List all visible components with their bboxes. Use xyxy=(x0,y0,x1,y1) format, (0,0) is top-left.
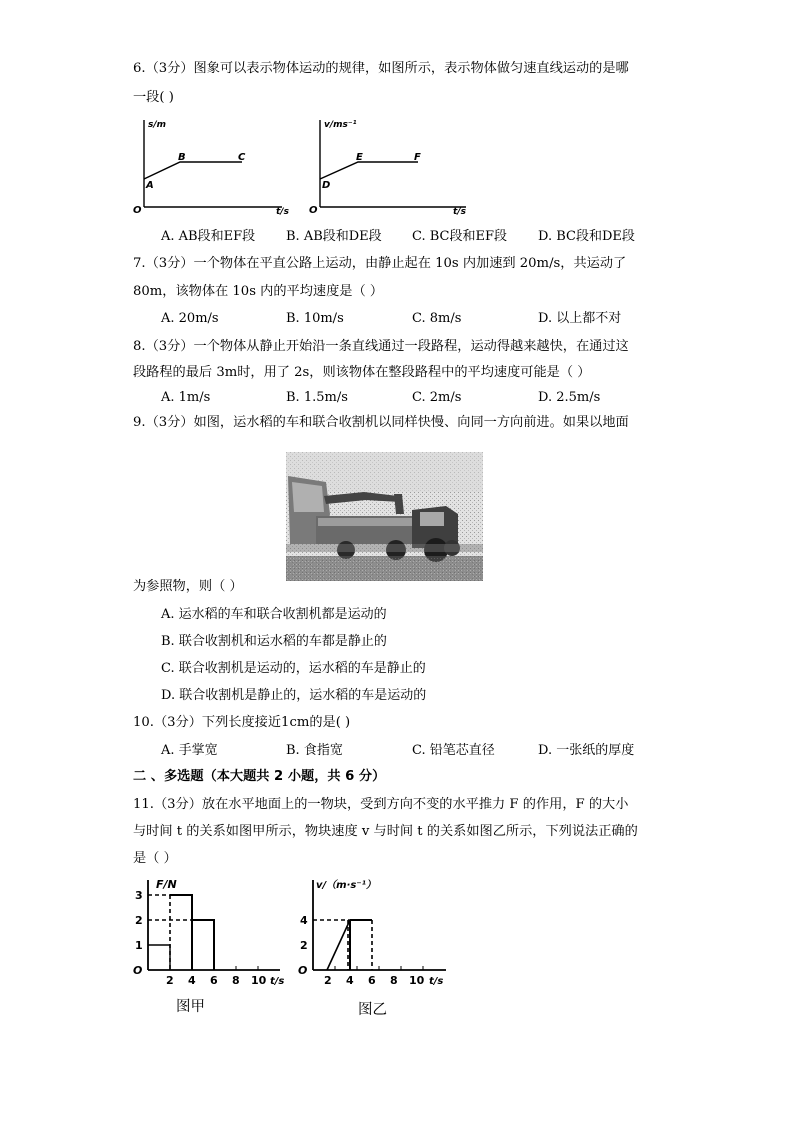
harvester-truck-photo xyxy=(286,452,483,581)
q6-point-f: F xyxy=(414,152,421,163)
q11-stem-line2: 与时间 t 的关系如图甲所示，物块速度 v 与时间 t 的关系如图乙所示，下列说法正确的 xyxy=(133,824,638,839)
q6-s-origin: O xyxy=(133,205,142,216)
section-2-title: 二 、多选题（本大题共 2 小题，共 6 分） xyxy=(133,769,386,784)
fig-yi-xtick-8: 8 xyxy=(390,974,398,987)
q10-option-a[interactable]: A. 手掌宽 xyxy=(161,743,218,758)
q6-v-t-graph xyxy=(306,116,476,216)
q6-option-d[interactable]: D. BC段和DE段 xyxy=(538,229,635,244)
fig-jia-xtick-2: 2 xyxy=(166,974,174,987)
fig-yi-xtick-10: 10 xyxy=(409,974,425,987)
q6-point-d: D xyxy=(322,180,331,191)
fig-jia-ylabel: F/N xyxy=(156,878,177,891)
q10-stem: 10.（3分）下列长度接近1cm的是( ) xyxy=(133,715,351,730)
fig-jia-ytick-3: 3 xyxy=(135,889,143,902)
q6-stem-line2: 一段( ) xyxy=(133,90,174,105)
q9-option-d[interactable]: D. 联合收割机是静止的，运水稻的车是运动的 xyxy=(161,688,427,703)
fig-yi-xtick-2: 2 xyxy=(324,974,332,987)
q7-option-c[interactable]: C. 8m/s xyxy=(412,311,462,326)
fig-jia-xtick-10: 10 xyxy=(251,974,267,987)
fig-jia-xtick-4: 4 xyxy=(188,974,196,987)
q8-stem-line2: 段路程的最后 3m时，用了 2s，则该物体在整段路程中的平均速度可能是（ ） xyxy=(133,365,591,380)
q9-option-c[interactable]: C. 联合收割机是运动的，运水稻的车是静止的 xyxy=(161,661,426,676)
q6-v-ylabel: v/ms⁻¹ xyxy=(324,120,357,130)
fig-yi-origin: O xyxy=(298,964,308,977)
fig-jia-xtick-6: 6 xyxy=(210,974,218,987)
q7-option-a[interactable]: A. 20m/s xyxy=(161,311,219,326)
fig-yi-v-t-graph xyxy=(296,876,456,988)
q7-option-b[interactable]: B. 10m/s xyxy=(286,311,344,326)
q8-stem-line1: 8.（3分）一个物体从静止开始沿一条直线通过一段路程，运动得越来越快，在通过这 xyxy=(133,339,629,354)
q6-v-xlabel: t/s xyxy=(453,207,466,217)
fig-yi-caption: 图乙 xyxy=(358,1002,387,1018)
q6-point-e: E xyxy=(356,152,363,163)
fig-yi-xlabel: t/s xyxy=(429,976,444,987)
q6-s-xlabel: t/s xyxy=(276,207,289,217)
q9-option-a[interactable]: A. 运水稻的车和联合收割机都是运动的 xyxy=(161,607,387,622)
q6-point-a: A xyxy=(146,180,154,191)
q11-stem-line3: 是（ ） xyxy=(133,851,177,866)
q7-option-d[interactable]: D. 以上都不对 xyxy=(538,311,622,326)
q8-option-a[interactable]: A. 1m/s xyxy=(161,390,211,405)
q10-option-d[interactable]: D. 一张纸的厚度 xyxy=(538,743,635,758)
q10-option-b[interactable]: B. 食指宽 xyxy=(286,743,343,758)
q6-point-b: B xyxy=(178,152,186,163)
q6-stem-line1: 6.（3分）图象可以表示物体运动的规律，如图所示，表示物体做匀速直线运动的是哪 xyxy=(133,61,629,76)
q9-option-b[interactable]: B. 联合收割机和运水稻的车都是静止的 xyxy=(161,634,387,649)
q9-stem-line2: 为参照物，则（ ） xyxy=(133,579,243,594)
fig-jia-xlabel: t/s xyxy=(270,976,285,987)
q6-s-t-graph xyxy=(130,116,290,216)
q8-option-b[interactable]: B. 1.5m/s xyxy=(286,390,348,405)
fig-yi-xtick-4: 4 xyxy=(346,974,354,987)
q6-option-b[interactable]: B. AB段和DE段 xyxy=(286,229,382,244)
q6-option-a[interactable]: A. AB段和EF段 xyxy=(161,229,256,244)
q7-stem-line1: 7.（3分）一个物体在平直公路上运动，由静止起在 10s 内加速到 20m/s，共运动了 xyxy=(133,256,627,271)
fig-yi-ylabel: v/（m·s⁻¹） xyxy=(316,880,376,891)
q8-option-d[interactable]: D. 2.5m/s xyxy=(538,390,601,405)
fig-jia-f-t-graph xyxy=(130,876,290,988)
q6-point-c: C xyxy=(238,152,246,163)
q9-stem-line1: 9.（3分）如图，运水稻的车和联合收割机以同样快慢、向同一方向前进。如果以地面 xyxy=(133,415,629,430)
q6-option-c[interactable]: C. BC段和EF段 xyxy=(412,229,507,244)
fig-yi-ytick-2: 2 xyxy=(300,939,308,952)
fig-jia-ytick-1: 1 xyxy=(135,939,143,952)
q11-stem-line1: 11.（3分）放在水平地面上的一物块，受到方向不变的水平推力 F 的作用，F 的大小 xyxy=(133,797,629,812)
fig-jia-ytick-2: 2 xyxy=(135,914,143,927)
q10-option-c[interactable]: C. 铅笔芯直径 xyxy=(412,743,495,758)
fig-jia-xtick-8: 8 xyxy=(232,974,240,987)
fig-yi-xtick-6: 6 xyxy=(368,974,376,987)
q7-stem-line2: 80m，该物体在 10s 内的平均速度是（ ） xyxy=(133,284,384,299)
fig-jia-caption: 图甲 xyxy=(176,999,205,1015)
q6-v-origin: O xyxy=(309,205,318,216)
fig-jia-origin: O xyxy=(133,964,143,977)
q8-option-c[interactable]: C. 2m/s xyxy=(412,390,462,405)
fig-yi-ytick-4: 4 xyxy=(300,914,308,927)
q6-s-ylabel: s/m xyxy=(148,120,167,130)
